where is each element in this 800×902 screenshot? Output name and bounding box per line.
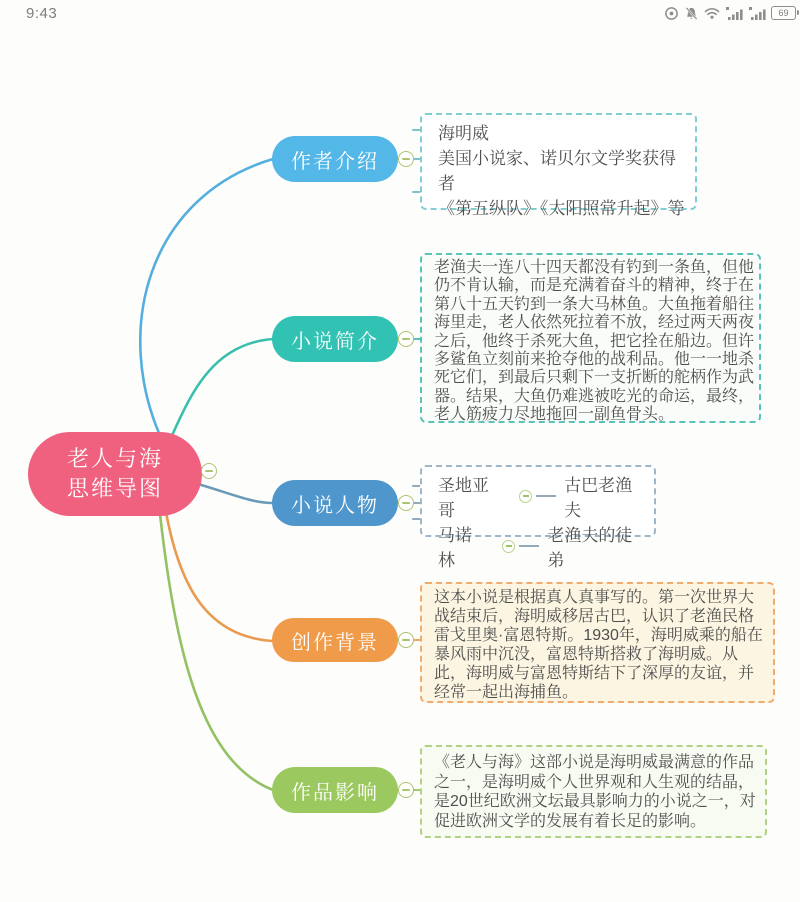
minus-icon <box>402 338 410 340</box>
status-time: 9:43 <box>26 4 58 22</box>
minus-icon <box>506 545 512 547</box>
author-item: 美国小说家、诺贝尔文学奖获得者 <box>438 149 676 193</box>
minus-icon <box>205 470 213 472</box>
minus-icon <box>402 158 410 160</box>
connector-dash <box>536 495 556 497</box>
collapse-toggle-characters[interactable] <box>398 495 414 511</box>
branch-node-summary[interactable]: 小说简介 <box>272 316 398 362</box>
minus-icon <box>402 502 410 504</box>
branch-node-author[interactable]: 作者介绍 <box>272 136 398 182</box>
collapse-toggle-background[interactable] <box>398 632 414 648</box>
author-item: 海明威 <box>438 124 489 143</box>
character-name: 马诺林 <box>438 526 472 570</box>
collapse-toggle-influence[interactable] <box>398 782 414 798</box>
author-item: 《第五纵队》《太阳照常升起》等 <box>438 199 685 218</box>
collapse-toggle-root[interactable] <box>201 463 217 479</box>
character-desc: 老渔夫的徒弟 <box>547 526 633 570</box>
character-name: 圣地亚哥 <box>438 476 489 520</box>
edge-summary <box>166 339 273 448</box>
edge-author <box>140 159 273 440</box>
battery-percent: 69 <box>778 8 789 18</box>
collapse-toggle-character[interactable] <box>519 490 532 503</box>
branch-node-background[interactable]: 创作背景 <box>272 618 398 662</box>
minus-icon <box>523 495 529 497</box>
detail-box-influence[interactable]: 《老人与海》这部小说是海明威最满意的作品之一，是海明威个人世界观和人生观的结晶，是20世纪欧洲文坛最具影响力的小说之一，对促进欧洲文学的发展有着长足的影响。 <box>420 745 767 838</box>
detail-box-background[interactable]: 这本小说是根据真人真事写的。第一次世界大战结束后，海明威移居古巴，认识了老渔民格雷戈里奥·富恩特斯。1930年，海明威乘的船在暴风雨中沉没，富恩特斯搭救了海明威。从此，海明威与富恩特斯结下了深厚的友谊，并经常一起出海捕鱼。 <box>420 582 775 703</box>
branch-node-influence[interactable]: 作品影响 <box>272 767 398 813</box>
collapse-toggle-author[interactable] <box>398 151 414 167</box>
edge-characters <box>198 484 273 503</box>
edge-background <box>166 512 273 641</box>
root-label-line2: 思维导图 <box>66 476 163 501</box>
edge-influence <box>160 514 273 790</box>
character-row <box>438 521 648 571</box>
connector-dash <box>519 545 539 547</box>
collapse-toggle-summary[interactable] <box>398 331 414 347</box>
character-desc: 古巴老渔夫 <box>564 476 633 520</box>
character-row <box>438 471 648 521</box>
root-label-line1: 老人与海 <box>66 446 163 471</box>
detail-box-author[interactable] <box>420 113 697 218</box>
minus-icon <box>402 789 410 791</box>
minus-icon <box>402 639 410 641</box>
detail-box-summary[interactable]: 老渔夫一连八十四天都没有钓到一条鱼，但他仍不肯认输，而是充满着奋斗的精神，终于在第八十五天钓到一条大马林鱼。大鱼拖着船往海里走，老人依然死拉着不放，经过两天两夜之后，他终于杀死大鱼，把它拴在船边。但许多鲨鱼立刻前来抢夺他的战利品。他一一地杀死它们，到最后只剩下一支折断的舵柄作为武器。结果，大鱼仍难逃被吃光的命运，最终，老人筋疲力尽地拖回一副鱼骨头。 <box>420 253 761 423</box>
root-node[interactable] <box>28 432 202 516</box>
detail-box-characters[interactable] <box>420 465 656 570</box>
collapse-toggle-character[interactable] <box>502 540 515 553</box>
branch-node-characters[interactable]: 小说人物 <box>272 480 398 526</box>
